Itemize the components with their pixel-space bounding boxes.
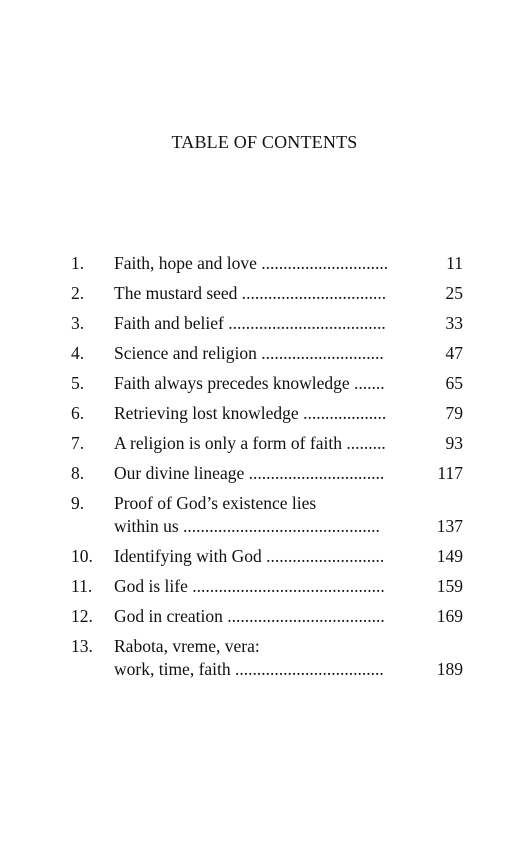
toc-entry-title: Faith and belief .................................... — [114, 313, 386, 333]
toc-entry-page: 169 — [436, 606, 463, 626]
toc-entry-page: 47 — [445, 343, 463, 363]
toc-entry-title: Faith always precedes knowledge ....... — [114, 373, 385, 393]
toc-entry-number: 8. — [71, 463, 85, 483]
toc-entry-number: 10. — [71, 546, 93, 566]
toc-entry-number: 3. — [71, 313, 85, 333]
toc-entry — [71, 431, 463, 461]
toc-entry-number: 2. — [71, 283, 85, 303]
toc-entry-title: Proof of God’s existence lies — [114, 493, 317, 513]
toc-entry — [71, 251, 463, 281]
toc-list — [71, 251, 463, 687]
toc-entry-number: 12. — [71, 606, 93, 626]
toc-entry — [71, 491, 463, 544]
toc-entry-title: The mustard seed ................................. — [114, 283, 387, 303]
toc-entry-title: Our divine lineage ............................... — [114, 463, 385, 483]
toc-entry-number: 5. — [71, 373, 85, 393]
toc-entry-page: 117 — [437, 463, 463, 483]
toc-entry-page: 25 — [445, 283, 463, 303]
toc-entry-number: 7. — [71, 433, 85, 453]
toc-entry-page: 33 — [445, 313, 463, 333]
toc-entry — [71, 371, 463, 401]
toc-entry-title: A religion is only a form of faith ......... — [114, 433, 386, 453]
toc-entry — [71, 401, 463, 431]
toc-entry — [71, 341, 463, 371]
toc-entry-page: 93 — [445, 433, 463, 453]
toc-entry-title: Retrieving lost knowledge ................... — [114, 403, 387, 423]
toc-entry-title: Identifying with God ........................... — [114, 546, 385, 566]
toc-entry-title: Rabota, vreme, vera: — [114, 636, 260, 656]
toc-entry-title: God in creation .................................... — [114, 606, 385, 626]
toc-entry-number: 6. — [71, 403, 85, 423]
toc-entry-title-continued: work, time, faith .................................. — [114, 659, 384, 679]
toc-entry — [71, 634, 463, 687]
toc-entry-page: 189 — [436, 659, 463, 679]
toc-entry — [71, 461, 463, 491]
toc-entry — [71, 311, 463, 341]
toc-entry-title: Science and religion ............................ — [114, 343, 384, 363]
toc-entry-title-continued: within us ............................................. — [114, 516, 380, 536]
toc-entry — [71, 604, 463, 634]
toc-entry — [71, 574, 463, 604]
toc-entry-page: 149 — [436, 546, 463, 566]
toc-entry-page: 65 — [445, 373, 463, 393]
toc-entry-page: 79 — [445, 403, 463, 423]
toc-entry-page: 11 — [446, 253, 463, 273]
toc-entry-number: 9. — [71, 493, 85, 513]
toc-entry-title: Faith, hope and love ............................. — [114, 253, 389, 273]
toc-title: TABLE OF CONTENTS — [171, 132, 358, 152]
toc-entry-number: 13. — [71, 636, 93, 656]
toc-entry-page: 137 — [436, 516, 463, 536]
toc-entry — [71, 281, 463, 311]
toc-entry-title: God is life ............................................ — [114, 576, 385, 596]
toc-entry-number: 1. — [71, 253, 85, 273]
toc-entry-number: 4. — [71, 343, 85, 363]
toc-entry-number: 11. — [71, 576, 93, 596]
toc-entry — [71, 544, 463, 574]
toc-entry-page: 159 — [436, 576, 463, 596]
